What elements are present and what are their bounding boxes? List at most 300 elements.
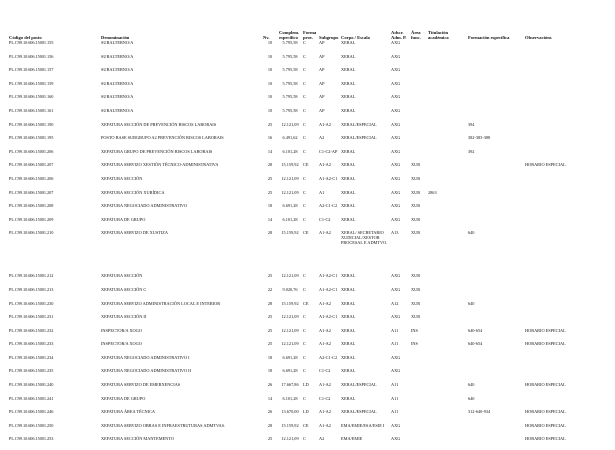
cell-formacion — [467, 176, 524, 190]
cell-formacion: 392 — [468, 148, 475, 154]
cell-nivel: 25 — [267, 314, 273, 320]
table-row — [8, 217, 608, 231]
cell-cuerpo: XERAL — [341, 94, 356, 100]
cell-titulacion — [427, 67, 467, 81]
cell-observaciones — [524, 149, 608, 163]
cell-denominacion: XEFATURA SECCIÓN C — [101, 286, 147, 292]
cell-formacion — [467, 436, 524, 450]
cell-subgrupo: A1-A2 — [319, 162, 331, 168]
cell-complemento: 15.159,92 — [281, 300, 299, 306]
cell-titulacion — [427, 368, 467, 382]
cell-nivel: 25 — [267, 273, 273, 279]
cell-area — [410, 409, 427, 423]
cell-forma: C — [303, 395, 306, 401]
cell-adscripcion: A11 — [391, 327, 399, 333]
cell-cuerpo: XERAL — [341, 368, 356, 374]
cell-area — [410, 81, 427, 95]
header-area: Área func. — [411, 29, 421, 40]
cell-observaciones — [524, 368, 608, 382]
cell-observaciones — [524, 94, 608, 108]
table-row — [8, 122, 608, 136]
cell-formacion — [467, 217, 524, 231]
cell-codigo: PL.C99.10.606.15001.232 — [9, 327, 54, 333]
table-row — [8, 203, 608, 217]
cell-denominacion: XEFATURA NEGOCIADO ADMINISTRATIVO — [101, 203, 188, 209]
cell-observaciones: HORARIO ESPECIAL — [525, 341, 566, 347]
cell-denominacion: XEFATURA SERVIZO XESTIÓN TÉCNICO-ADMINISTRATIVA — [101, 162, 219, 168]
cell-nivel: 28 — [267, 300, 273, 306]
header-adscripcion: Adscr. Adm. P. — [391, 29, 407, 40]
table-row — [8, 176, 608, 190]
cell-subgrupo: AP — [319, 40, 325, 45]
cell-adscripcion: AXG — [391, 286, 401, 292]
cell-area: XUR — [411, 162, 421, 168]
cell-titulacion — [427, 314, 467, 328]
table-row — [8, 108, 608, 122]
cell-observaciones — [524, 217, 608, 231]
cell-nivel: 18 — [267, 203, 273, 209]
cell-cuerpo: XERAL — [341, 67, 356, 73]
cell-titulacion — [427, 217, 467, 231]
cell-formacion — [467, 423, 524, 437]
cell-subgrupo: A1-A2-C1 — [319, 273, 338, 279]
cell-codigo: PL.C99.10.606.15001.213 — [9, 286, 54, 292]
cell-cuerpo: XERAL — [341, 162, 356, 168]
cell-observaciones — [524, 176, 608, 190]
cell-titulacion — [427, 203, 467, 217]
cell-nivel: 28 — [267, 422, 273, 428]
cell-cuerpo: XERAL — [341, 354, 356, 360]
cell-subgrupo: A2-C1-C2 — [319, 354, 338, 360]
cell-codigo: PL.C99.10.606.15001.233 — [9, 341, 54, 347]
cell-denominacion: XEFATURA SECCIÓN — [101, 273, 143, 279]
cell-adscripcion: AXG — [391, 436, 401, 442]
cell-area: XUR — [411, 189, 421, 195]
cell-nivel: 25 — [267, 121, 273, 127]
cell-forma: C — [303, 314, 306, 320]
table-row — [8, 230, 608, 273]
cell-cuerpo: XERAL — [341, 286, 356, 292]
cell-observaciones — [524, 230, 608, 273]
cell-forma: CE — [303, 230, 309, 236]
cell-subgrupo: C1-C2 — [319, 395, 331, 401]
cell-denominacion: XEFATURA DE GRUPO — [101, 216, 146, 222]
cell-nivel: 28 — [267, 162, 273, 168]
cell-forma: C — [303, 436, 306, 442]
cell-formacion — [467, 54, 524, 68]
cell-denominacion: SUBALTERNO/A — [101, 107, 134, 113]
cell-cuerpo: EMA/EMIE/ESA/ESIE I — [341, 422, 385, 428]
cell-adscripcion: AXG — [391, 162, 401, 168]
cell-formacion — [467, 162, 524, 176]
table-row — [8, 382, 608, 396]
cell-complemento: 12.121,09 — [281, 341, 299, 347]
cell-formacion — [467, 368, 524, 382]
cell-subgrupo: AP — [319, 80, 325, 86]
cell-cuerpo: XERAL — [341, 327, 356, 333]
cell-codigo: PL.C99.10.606.15001.208 — [9, 203, 54, 209]
cell-codigo: PL.C99.10.606.15001.212 — [9, 273, 54, 279]
cell-forma: C — [303, 135, 306, 141]
cell-titulacion — [427, 423, 467, 437]
cell-denominacion: SUBALTERNO/A — [101, 80, 134, 86]
cell-observaciones: HORARIO ESPECIAL — [525, 436, 566, 442]
table-row — [8, 81, 608, 95]
cell-area — [410, 149, 427, 163]
cell-nivel: 10 — [267, 107, 273, 113]
table-row — [8, 355, 608, 369]
cell-denominacion: SUBALTERNO/A — [101, 53, 134, 59]
cell-subgrupo: A1-A2-C1 — [319, 175, 338, 181]
table-body — [8, 40, 608, 450]
cell-area: XUR — [411, 300, 421, 306]
cell-area — [410, 423, 427, 437]
cell-forma: C — [303, 286, 306, 292]
cell-complemento: 5.795,58 — [282, 40, 298, 45]
cell-titulacion — [427, 382, 467, 396]
cell-titulacion — [427, 108, 467, 122]
cell-cuerpo: XERAL/ESPECIAL — [341, 409, 377, 415]
cell-subgrupo: A2 — [319, 436, 325, 442]
header-codigo: Código del posto — [9, 34, 42, 40]
cell-observaciones: HORARIO ESPECIAL — [525, 382, 566, 388]
cell-area — [410, 94, 427, 108]
cell-nivel: 10 — [267, 94, 273, 100]
cell-subgrupo: A1-A2-C1 — [319, 314, 338, 320]
cell-titulacion: 2863 — [428, 189, 437, 195]
header-formacion: Formación específica — [468, 34, 510, 40]
cell-observaciones: HORARIO ESPECIAL — [525, 422, 566, 428]
cell-observaciones — [524, 287, 608, 301]
cell-formacion — [467, 81, 524, 95]
cell-complemento: 6.101,28 — [282, 395, 298, 401]
cell-cuerpo: EMA/EMIE — [341, 436, 363, 442]
cell-forma: C — [303, 203, 306, 209]
cell-subgrupo: A1-A2 — [319, 327, 331, 333]
cell-subgrupo: C1-C2-AP — [319, 148, 338, 154]
cell-cuerpo: XERAL — [341, 300, 356, 306]
cell-adscripcion: AXG — [391, 107, 401, 113]
cell-complemento: 17.667,86 — [281, 382, 299, 388]
cell-cuerpo: XERAL — [341, 107, 356, 113]
cell-cuerpo: XERAL/ESPECIAL — [341, 121, 377, 127]
cell-titulacion — [427, 436, 467, 450]
cell-codigo: PL.C99.10.606.15001.161 — [9, 107, 54, 113]
cell-observaciones — [524, 203, 608, 217]
cell-denominacion: XEFATURA NEGOCIADO ADMINISTRATIVO I — [101, 354, 190, 360]
header-subgrupo: Subgrupo — [319, 34, 339, 40]
cell-observaciones — [524, 81, 608, 95]
cell-formacion: 640 — [468, 300, 475, 306]
cell-adscripcion: AXG — [391, 94, 401, 100]
cell-complemento: 6.691,28 — [282, 368, 298, 374]
cell-codigo: PL.C99.10.606.15001.235 — [9, 368, 54, 374]
cell-complemento: 6.101,28 — [282, 148, 298, 154]
cell-forma: CE — [303, 422, 309, 428]
cell-complemento: 12.121,09 — [281, 327, 299, 333]
cell-forma: C — [303, 354, 306, 360]
cell-adscripcion: AXG — [391, 53, 401, 59]
cell-formacion — [467, 190, 524, 204]
cell-codigo: PL.C99.10.606.15001.231 — [9, 314, 54, 320]
cell-forma: LD — [303, 409, 309, 415]
table-row — [8, 135, 608, 149]
header-denominacion: Denominación — [101, 34, 130, 40]
cell-nivel: 22 — [267, 286, 273, 292]
cell-cuerpo: XERAL — [341, 341, 356, 347]
cell-complemento: 5.795,58 — [282, 53, 298, 59]
cell-area — [410, 108, 427, 122]
cell-forma: C — [303, 341, 306, 347]
cell-complemento: 5.795,58 — [282, 80, 298, 86]
cell-cuerpo: XERAL/ SECRETARIO XUDICIAL/XESTOR PROCESAL E ADMTVO. — [341, 230, 388, 246]
cell-forma: C — [303, 80, 306, 86]
cell-nivel: 18 — [267, 354, 273, 360]
cell-denominacion: SUBALTERNO/A — [101, 67, 134, 73]
cell-adscripcion: AXG — [391, 189, 401, 195]
cell-formacion — [467, 273, 524, 287]
cell-formacion — [467, 40, 524, 54]
cell-formacion: 640-654 — [468, 341, 483, 347]
table-row — [8, 94, 608, 108]
cell-nivel: 25 — [267, 436, 273, 442]
cell-cuerpo: XERAL — [341, 314, 356, 320]
cell-subgrupo: AP — [319, 67, 325, 73]
cell-subgrupo: A2 — [319, 135, 325, 141]
cell-denominacion: INSPECTOR/A XOGO — [101, 327, 142, 333]
cell-adscripcion: AXG — [391, 368, 401, 374]
cell-denominacion: XEFATURA DE GRUPO — [101, 395, 146, 401]
cell-formacion: 640 — [468, 230, 475, 236]
cell-subgrupo: A1-A2 — [319, 230, 331, 236]
cell-complemento: 12.121,09 — [281, 273, 299, 279]
cell-titulacion — [427, 162, 467, 176]
cell-adscripcion: AXG — [391, 135, 401, 141]
cell-denominacion: XEFATURA GRUPO DE PREVENCIÓN RISCOS LABORAIS — [101, 148, 213, 154]
table-row — [8, 328, 608, 342]
cell-observaciones: HORARIO ESPECIAL — [525, 327, 566, 333]
cell-denominacion: XEFATURA SERVIZO OBRAS E INFRAESTRUTURAS ADMTVAS. — [101, 422, 226, 428]
cell-codigo: PL.C99.10.606.15001.241 — [9, 395, 54, 401]
cell-observaciones — [524, 108, 608, 122]
cell-observaciones — [524, 396, 608, 410]
cell-complemento: 5.795,58 — [282, 67, 298, 73]
table-header-row — [8, 22, 608, 40]
cell-adscripcion: A13 — [391, 230, 399, 236]
cell-complemento: 15.159,92 — [281, 230, 299, 236]
cell-area — [410, 67, 427, 81]
cell-formacion — [467, 203, 524, 217]
cell-forma: C — [303, 94, 306, 100]
cell-denominacion: XEFATURA NEGOCIADO ADMINISTRATIVO II — [101, 368, 192, 374]
cell-titulacion — [427, 328, 467, 342]
cell-forma: C — [303, 148, 306, 154]
cell-titulacion — [427, 273, 467, 287]
cell-codigo: PL.C99.10.606.15001.240 — [9, 382, 54, 388]
cell-forma: LD — [303, 382, 309, 388]
cell-formacion — [467, 108, 524, 122]
header-nivel: Nv. — [263, 34, 270, 40]
cell-codigo: PL.C99.10.606.15001.159 — [9, 80, 54, 86]
table-row — [8, 368, 608, 382]
cell-nivel: 18 — [267, 368, 273, 374]
table-row — [8, 67, 608, 81]
cell-area: XUR — [411, 286, 421, 292]
table-row — [8, 314, 608, 328]
cell-nivel: 25 — [267, 327, 273, 333]
cell-cuerpo: XERAL — [341, 175, 356, 181]
cell-adscripcion: AXG — [391, 175, 401, 181]
cell-forma: C — [303, 53, 306, 59]
cell-titulacion — [427, 176, 467, 190]
cell-area: XUR — [411, 175, 421, 181]
table-row — [8, 149, 608, 163]
cell-forma: C — [303, 327, 306, 333]
cell-cuerpo: XERAL/ESPECIAL — [341, 382, 377, 388]
cell-subgrupo: A1 — [319, 189, 325, 195]
cell-formacion: 382-383-388 — [468, 135, 491, 141]
cell-complemento: 6.491,62 — [282, 135, 298, 141]
header-observaciones: Observacións — [525, 34, 552, 40]
cell-observaciones — [524, 40, 608, 54]
cell-area: XUR — [411, 216, 421, 222]
cell-adscripcion: AXG — [391, 216, 401, 222]
cell-formacion — [467, 287, 524, 301]
cell-complemento: 13.670,00 — [281, 409, 299, 415]
cell-subgrupo: AP — [319, 107, 325, 113]
cell-denominacion: INSPECTOR/A XOGO — [101, 341, 142, 347]
cell-area — [410, 135, 427, 149]
cell-subgrupo: C1-C2 — [319, 368, 331, 374]
cell-subgrupo: AP — [319, 53, 325, 59]
cell-complemento: 6.691,28 — [282, 203, 298, 209]
cell-denominacion: XEFATURA SECCIÓN XURÍDICA — [101, 189, 165, 195]
cell-nivel: 26 — [267, 382, 273, 388]
cell-cuerpo: XERAL — [341, 273, 356, 279]
table-row — [8, 409, 608, 423]
cell-subgrupo: A1-A2 — [319, 341, 331, 347]
cell-codigo: PL.C99.10.606.15001.207 — [9, 162, 54, 168]
cell-observaciones — [524, 67, 608, 81]
cell-cuerpo: XERAL — [341, 80, 356, 86]
cell-complemento: 9.020,76 — [282, 286, 298, 292]
cell-adscripcion: AXG — [391, 203, 401, 209]
cell-complemento: 15.159,92 — [281, 422, 299, 428]
table-row — [8, 40, 608, 54]
cell-subgrupo: A2-C1-C2 — [319, 203, 338, 209]
cell-denominacion: XEFATURA SERVIZO DE XUSTIZA — [101, 230, 169, 236]
cell-denominacion: SUBALTERNO/A — [101, 94, 134, 100]
cell-area — [410, 382, 427, 396]
table-row — [8, 287, 608, 301]
cell-codigo: PL.C99.10.606.15001.160 — [9, 94, 54, 100]
cell-adscripcion: A11 — [391, 341, 399, 347]
cell-area: XUR — [411, 230, 421, 236]
cell-nivel: 14 — [267, 148, 273, 154]
cell-subgrupo: A1-A2 — [319, 422, 331, 428]
cell-formacion — [467, 67, 524, 81]
cell-codigo: PL.C99.10.606.15001.190 — [9, 121, 54, 127]
cell-area — [410, 368, 427, 382]
cell-adscripcion: AXG — [391, 40, 401, 45]
cell-formacion: 640 — [468, 395, 475, 401]
cell-complemento: 12.121,09 — [281, 314, 299, 320]
cell-observaciones — [524, 190, 608, 204]
cell-codigo: PL.C99.10.606.15001.210 — [9, 230, 54, 236]
cell-denominacion: XEFATURA SECCIÓN — [101, 175, 143, 181]
cell-codigo: PL.C99.10.606.15001.253 — [9, 436, 54, 442]
cell-observaciones — [524, 273, 608, 287]
cell-titulacion — [427, 54, 467, 68]
cell-adscripcion: A12 — [391, 300, 399, 306]
cell-denominacion: XEFATURA SECCIÓN DE PREVENCIÓN RISCOS LABORAIS — [101, 121, 217, 127]
cell-subgrupo: A1-A2 — [319, 300, 331, 306]
cell-adscripcion: AXG — [391, 67, 401, 73]
cell-area: INS — [411, 327, 418, 333]
cell-forma: C — [303, 40, 306, 45]
cell-nivel: 25 — [267, 341, 273, 347]
cell-titulacion — [427, 230, 467, 273]
cell-codigo: PL.C99.10.606.15001.230 — [9, 300, 54, 306]
cell-titulacion — [427, 341, 467, 355]
cell-cuerpo: XERAL — [341, 53, 356, 59]
cell-denominacion: XEFATURA SECCIÓN II — [101, 314, 147, 320]
cell-nivel: 14 — [267, 395, 273, 401]
cell-area — [410, 396, 427, 410]
cell-titulacion — [427, 355, 467, 369]
cell-nivel: 10 — [267, 67, 273, 73]
cell-adscripcion: A11 — [391, 409, 399, 415]
cell-observaciones — [524, 54, 608, 68]
cell-area: XUR — [411, 203, 421, 209]
cell-codigo: PL.C99.10.606.15001.155 — [9, 40, 54, 45]
cell-complemento: 12.121,09 — [281, 189, 299, 195]
positions-table — [8, 22, 608, 450]
cell-area — [410, 436, 427, 450]
cell-area — [410, 40, 427, 54]
cell-observaciones: HORARIO ESPECIAL — [525, 409, 566, 415]
cell-forma: C — [303, 216, 306, 222]
cell-complemento: 12.121,09 — [281, 121, 299, 127]
header-cuerpo: Corpo / Escala — [341, 34, 370, 40]
table-row — [8, 190, 608, 204]
cell-codigo: PL.C99.10.606.15001.156 — [9, 53, 54, 59]
cell-subgrupo: A1-A2-C1 — [319, 286, 338, 292]
table-row — [8, 273, 608, 287]
cell-cuerpo: XERAL/ESPECIAL — [341, 135, 377, 141]
cell-forma: C — [303, 189, 306, 195]
cell-observaciones — [524, 301, 608, 315]
cell-denominacion: POSTO BASE SUBGRUPO A2 PREVENCIÓN RISCOS LABORAIS — [101, 135, 224, 141]
cell-codigo: PL.C99.10.606.15001.246 — [9, 409, 54, 415]
cell-formacion — [467, 355, 524, 369]
cell-cuerpo: XERAL — [341, 395, 356, 401]
cell-nivel: 28 — [267, 230, 273, 236]
cell-nivel: 10 — [267, 40, 273, 45]
cell-forma: C — [303, 368, 306, 374]
cell-adscripcion: A11 — [391, 395, 399, 401]
cell-titulacion — [427, 40, 467, 54]
cell-formacion: 312-640-934 — [468, 409, 491, 415]
cell-formacion: 640-654 — [468, 327, 483, 333]
cell-titulacion — [427, 409, 467, 423]
cell-subgrupo: C1-C2 — [319, 216, 331, 222]
cell-observaciones — [524, 314, 608, 328]
cell-area — [410, 54, 427, 68]
cell-titulacion — [427, 396, 467, 410]
cell-adscripcion: AXG — [391, 273, 401, 279]
cell-titulacion — [427, 287, 467, 301]
